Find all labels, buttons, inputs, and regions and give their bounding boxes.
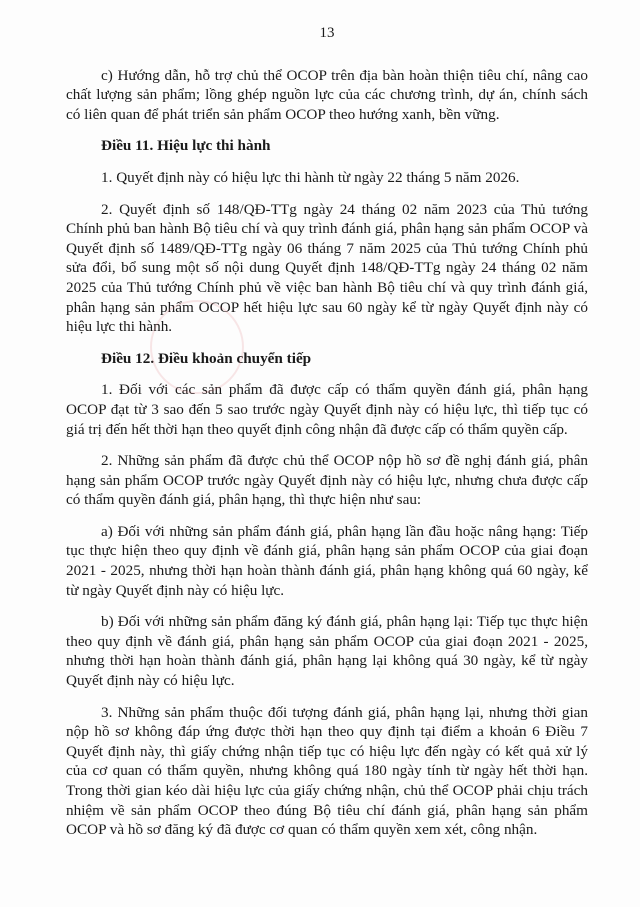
paragraph-article-12-item-1: 1. Đối với các sản phẩm đã được cấp có thẩm quyền đánh giá, phân hạng OCOP đạt từ 3 sao đến 5 sao trước ngày Quyết định này có hiệu lực, thì tiếp tục có giá trị đến hết thời hạn theo quyết định công nhận đã được cấp có thẩm quyền cấp. — [66, 381, 588, 438]
heading-article-11: Điều 11. Hiệu lực thi hành — [101, 137, 271, 155]
paragraph-article-12-item-3: 3. Những sản phẩm thuộc đối tượng đánh giá, phân hạng lại, nhưng thời gian nộp hồ sơ không đáp ứng được thời hạn theo quy định tại điểm a khoản 6 Điều 7 Quyết định này, thì giấy chứng nhận tiếp tục có hiệu lực đến ngày có kết quả xử lý của cơ quan có thẩm quyền, nhưng không quá 180 ngày tính từ ngày hết thời hạn. Trong thời gian kéo dài hiệu lực của giấy chứng nhận, chủ thể OCOP phải chịu trách nhiệm về sản phẩm OCOP theo đúng Bộ tiêu chí đánh giá, phân hạng sản phẩm OCOP và hồ sơ đăng ký đã được cơ quan có thẩm quyền xem xét, công nhận. — [66, 703, 588, 839]
page-number: 13 — [319, 25, 335, 41]
paragraph-article-12-item-2: 2. Những sản phẩm đã được chủ thể OCOP nộp hồ sơ đề nghị đánh giá, phân hạng sản phẩm OCOP trước ngày Quyết định này có hiệu lực, nhưng chưa được cấp có thẩm quyền đánh giá, phân hạng, thì thực hiện như sau: — [66, 452, 588, 509]
paragraph-article-12-item-2a: a) Đối với những sản phẩm đánh giá, phân hạng lần đầu hoặc nâng hạng: Tiếp tục thực hiện theo quy định về đánh giá, phân hạng sản phẩm OCOP của giai đoạn 2021 - 2025, nhưng thời hạn hoàn thành đánh giá, phân hạng không quá 60 ngày, kể từ ngày Quyết định này có hiệu lực. — [66, 522, 588, 599]
paragraph-article-12-item-2b: b) Đối với những sản phẩm đăng ký đánh giá, phân hạng lại: Tiếp tục thực hiện theo quy định về đánh giá, phân hạng sản phẩm OCOP của giai đoạn 2021 - 2025, nhưng thời hạn hoàn thành đánh giá, phân hạng lại không quá 30 ngày, kể từ ngày Quyết định này có hiệu lực. — [66, 613, 588, 690]
heading-article-12: Điều 12. Điều khoản chuyển tiếp — [101, 349, 312, 367]
paragraph-article-11-item-1: 1. Quyết định này có hiệu lực thi hành từ ngày 22 tháng 5 năm 2026. — [101, 168, 520, 186]
paragraph-article-11-item-2: 2. Quyết định số 148/QĐ-TTg ngày 24 tháng 02 năm 2023 của Thủ tướng Chính phủ ban hành Bộ tiêu chí và quy trình đánh giá, phân hạng sản phẩm OCOP và Quyết định số 1489/QĐ-TTg ngày 06 tháng 7 năm 2025 của Thủ tướng Chính phủ sửa đổi, bổ sung một số nội dung Quyết định 148/QĐ-TTg ngày 24 tháng 02 năm 2025 của Thủ tướng Chính phủ về việc ban hành Bộ tiêu chí và quy trình đánh giá, phân hạng sản phẩm OCOP hết hiệu lực sau 60 ngày kể từ ngày Quyết định này có hiệu lực thi hành. — [66, 200, 588, 336]
paragraph-clause-c: c) Hướng dẫn, hỗ trợ chủ thể OCOP trên địa bàn hoàn thiện tiêu chí, nâng cao chất lượng sản phẩm; lồng ghép nguồn lực của các chương trình, dự án, chính sách có liên quan để phát triển sản phẩm OCOP theo hướng xanh, bền vững. — [66, 66, 588, 123]
